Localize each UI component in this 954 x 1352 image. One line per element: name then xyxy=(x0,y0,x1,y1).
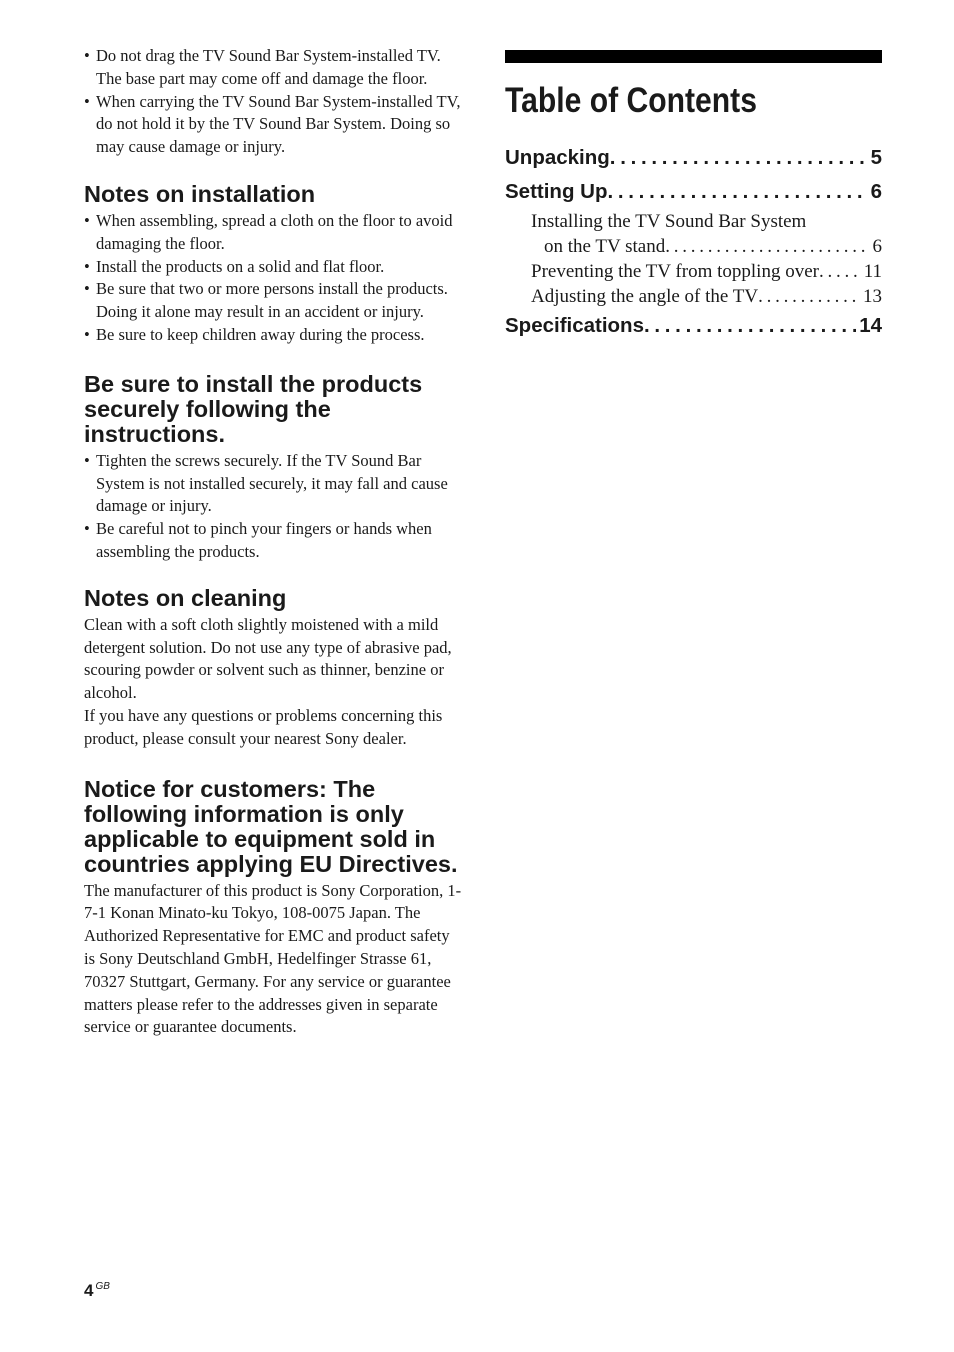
toc-entry-unpacking[interactable] xyxy=(505,141,882,175)
list-item: • Tighten the screws securely. If the TV Sound Bar System is not installed securely, it may fall and cause damage or injury. xyxy=(84,450,462,518)
toc-entry-label: Adjusting the angle of the TV xyxy=(531,286,759,307)
eu-notice-paragraph: The manufacturer of this product is Sony Corporation, 1-7-1 Konan Minato-ku Tokyo, 108-0075 Japan. The Authorized Representative for EMC and product safety is Sony Deutschland GmbH, Hedelfinger Strasse 61, 70327 Stuttgart, Germany. For any service or guarantee matters please refer to the addresses given in separate service or guarantee documents. xyxy=(84,880,462,1037)
toc-entry-installing[interactable] xyxy=(505,209,882,259)
list-item: • When carrying the TV Sound Bar System-installed TV, do not hold it by the TV Sound Bar System. Doing so may cause damage or injury. xyxy=(84,91,462,159)
list-item: • When assembling, spread a cloth on the floor to avoid damaging the floor. xyxy=(84,210,462,256)
list-item: • Be sure that two or more persons install the products. Doing it alone may result in an accident or injury. xyxy=(84,278,462,324)
toc-dot-leader xyxy=(608,175,868,209)
list-item: • Install the products on a solid and flat floor. xyxy=(84,256,462,279)
toc-page-number: 6 xyxy=(872,236,882,257)
secure-install-heading: Be sure to install the products securely following the instructions. xyxy=(84,370,423,447)
toc-entry-label: Preventing the TV from toppling over xyxy=(531,261,819,282)
toc-dot-leader xyxy=(665,234,869,259)
secure-install-bullet-list xyxy=(84,450,462,564)
page-number-suffix: GB xyxy=(95,1281,110,1292)
toc-page-number: 6 xyxy=(870,180,882,203)
eu-notice-heading: Notice for customers: The following information is only applicable to equipment sold in countries applying EU Directives. xyxy=(84,775,458,877)
page-footer xyxy=(84,1281,110,1301)
toc-entry-label: Specifications xyxy=(505,314,644,337)
toc-entry-continuation xyxy=(531,234,882,259)
list-item: • Be sure to keep children away during the process. xyxy=(84,324,462,347)
toc-entry-specifications[interactable] xyxy=(505,309,882,343)
page-number: 4 xyxy=(84,1281,94,1300)
toc-page-number: 13 xyxy=(863,286,882,307)
support-paragraph: If you have any questions or problems concerning this product, please consult your nearest Sony dealer. xyxy=(84,705,443,748)
left-column xyxy=(84,45,462,1039)
toc-entry-setting-up[interactable] xyxy=(505,175,882,209)
toc-entry-label: Setting Up xyxy=(505,180,608,203)
toc-list xyxy=(505,141,882,343)
toc-dot-leader xyxy=(610,141,868,175)
table-of-contents xyxy=(505,50,882,343)
list-item: • Do not drag the TV Sound Bar System-installed TV. The base part may come off and damage the floor. xyxy=(84,45,462,91)
toc-entry-adjusting[interactable] xyxy=(505,284,882,309)
toc-entry-preventing[interactable] xyxy=(505,259,882,284)
toc-title: Table of Contents xyxy=(505,81,757,120)
installation-bullet-list xyxy=(84,210,462,347)
intro-bullet-list xyxy=(84,45,462,159)
toc-dot-leader xyxy=(819,259,861,284)
toc-page-number: 14 xyxy=(859,314,882,337)
installation-heading: Notes on installation xyxy=(84,180,316,207)
toc-dot-leader xyxy=(758,284,860,309)
toc-entry-label: Installing the TV Sound Bar System xyxy=(531,211,807,232)
toc-page-number: 11 xyxy=(863,261,882,282)
toc-top-rule xyxy=(505,50,882,63)
list-item: • Be careful not to pinch your fingers or hands when assembling the products. xyxy=(84,518,462,564)
cleaning-paragraph: Clean with a soft cloth slightly moistened with a mild detergent solution. Do not use any type of abrasive pad, scouring powder or solvent such as thinner, benzine or alcohol. xyxy=(84,614,452,703)
toc-entry-label: on the TV stand xyxy=(544,236,666,257)
toc-page-number: 5 xyxy=(870,146,882,169)
cleaning-heading: Notes on cleaning xyxy=(84,584,287,611)
toc-dot-leader xyxy=(644,309,856,343)
toc-entry-label: Unpacking xyxy=(505,146,610,169)
